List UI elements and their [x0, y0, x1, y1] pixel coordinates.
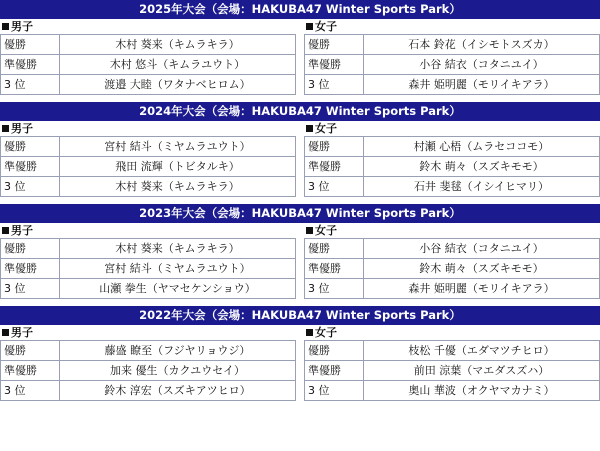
name-cell: 枝松 千優（エダマツチヒロ）	[364, 341, 600, 361]
rank-cell: 優勝	[1, 239, 60, 259]
table-row	[305, 55, 600, 75]
name-cell: 木村 葵来（キムラキラ）	[60, 35, 296, 55]
table-row	[305, 279, 600, 299]
division-label-womens-2024	[304, 121, 600, 136]
name-cell: 宮村 結斗（ミヤムラユウト）	[60, 137, 296, 157]
division-label-mens-2022	[0, 325, 296, 340]
table-row	[1, 157, 296, 177]
table-row	[305, 137, 600, 157]
division-label-mens-2025	[0, 19, 296, 34]
results-table-womens-2023	[304, 238, 600, 299]
name-cell: 鈴木 淳宏（スズキアツヒロ）	[60, 381, 296, 401]
rank-cell: 3 位	[305, 177, 364, 197]
name-cell: 宮村 結斗（ミヤムラユウト）	[60, 259, 296, 279]
rank-cell: 準優勝	[1, 361, 60, 381]
rank-cell: 優勝	[1, 35, 60, 55]
rank-cell: 3 位	[1, 279, 60, 299]
division-label-womens-2025	[304, 19, 600, 34]
results-table-womens-2022	[304, 340, 600, 401]
bullet-square-icon	[2, 23, 9, 30]
rank-cell: 優勝	[305, 239, 364, 259]
results-table-mens-2023	[0, 238, 296, 299]
table-row	[305, 35, 600, 55]
bullet-square-icon	[2, 329, 9, 336]
results-table-mens-2024	[0, 136, 296, 197]
bullet-square-icon	[306, 329, 313, 336]
rank-cell: 3 位	[305, 75, 364, 95]
table-row	[305, 177, 600, 197]
results-table-womens-2025	[304, 34, 600, 95]
rank-cell: 3 位	[1, 75, 60, 95]
division-label-text: 女子	[315, 224, 337, 237]
table-row	[1, 259, 296, 279]
name-cell: 木村 葵来（キムラキラ）	[60, 177, 296, 197]
year-header-2025: 2025年大会（会場：HAKUBA47 Winter Sports Park）	[0, 0, 600, 19]
division-label-text: 女子	[315, 122, 337, 135]
rank-cell: 準優勝	[1, 259, 60, 279]
division-label-text: 女子	[315, 326, 337, 339]
results-table-mens-2025	[0, 34, 296, 95]
divisions-2025	[0, 19, 600, 95]
division-label-mens-2023	[0, 223, 296, 238]
name-cell: 森井 姫明麗（モリイキアラ）	[364, 75, 600, 95]
table-row	[1, 381, 296, 401]
division-mens-2024	[0, 121, 300, 197]
year-block-2023	[0, 204, 600, 299]
table-row	[305, 75, 600, 95]
name-cell: 飛田 流輝（トビタルキ）	[60, 157, 296, 177]
name-cell: 木村 悠斗（キムラユウト）	[60, 55, 296, 75]
name-cell: 鈴木 萌々（スズキモモ）	[364, 157, 600, 177]
division-label-text: 男子	[11, 224, 33, 237]
rank-cell: 準優勝	[305, 55, 364, 75]
table-row	[1, 361, 296, 381]
divisions-2024	[0, 121, 600, 197]
table-row	[1, 35, 296, 55]
division-label-mens-2024	[0, 121, 296, 136]
bullet-square-icon	[306, 227, 313, 234]
name-cell: 渡邉 大睦（ワタナベヒロム）	[60, 75, 296, 95]
name-cell: 木村 葵来（キムラキラ）	[60, 239, 296, 259]
name-cell: 村瀬 心梧（ムラセココモ）	[364, 137, 600, 157]
division-womens-2022	[300, 325, 600, 401]
divisions-2023	[0, 223, 600, 299]
name-cell: 鈴木 萌々（スズキモモ）	[364, 259, 600, 279]
rank-cell: 準優勝	[1, 55, 60, 75]
name-cell: 小谷 結衣（コタニユイ）	[364, 239, 600, 259]
table-row	[1, 137, 296, 157]
table-row	[1, 55, 296, 75]
name-cell: 石本 鈴花（イシモトスズカ）	[364, 35, 600, 55]
division-womens-2024	[300, 121, 600, 197]
year-block-2025	[0, 0, 600, 95]
name-cell: 石井 斐毬（イシイヒマリ）	[364, 177, 600, 197]
name-cell: 加来 優生（カクユウセイ）	[60, 361, 296, 381]
rank-cell: 準優勝	[305, 157, 364, 177]
division-label-womens-2022	[304, 325, 600, 340]
name-cell: 山瀬 拳生（ヤマセケンショウ）	[60, 279, 296, 299]
year-block-2024	[0, 102, 600, 197]
rank-cell: 優勝	[1, 341, 60, 361]
rank-cell: 3 位	[1, 177, 60, 197]
division-label-text: 女子	[315, 20, 337, 33]
rank-cell: 優勝	[305, 137, 364, 157]
results-table-mens-2022	[0, 340, 296, 401]
name-cell: 小谷 結衣（コタニユイ）	[364, 55, 600, 75]
division-mens-2022	[0, 325, 300, 401]
rank-cell: 優勝	[305, 341, 364, 361]
table-row	[305, 157, 600, 177]
bullet-square-icon	[306, 125, 313, 132]
year-header-2023: 2023年大会（会場：HAKUBA47 Winter Sports Park）	[0, 204, 600, 223]
rank-cell: 優勝	[305, 35, 364, 55]
division-label-text: 男子	[11, 122, 33, 135]
division-label-text: 男子	[11, 326, 33, 339]
table-row	[305, 259, 600, 279]
table-row	[1, 239, 296, 259]
results-table-womens-2024	[304, 136, 600, 197]
division-label-womens-2023	[304, 223, 600, 238]
table-row	[305, 239, 600, 259]
division-mens-2023	[0, 223, 300, 299]
bullet-square-icon	[2, 227, 9, 234]
table-row	[1, 341, 296, 361]
rank-cell: 準優勝	[305, 361, 364, 381]
bullet-square-icon	[2, 125, 9, 132]
rank-cell: 3 位	[305, 279, 364, 299]
table-row	[1, 75, 296, 95]
year-header-2022: 2022年大会（会場：HAKUBA47 Winter Sports Park）	[0, 306, 600, 325]
block-spacer	[0, 299, 600, 306]
rank-cell: 準優勝	[305, 259, 364, 279]
division-mens-2025	[0, 19, 300, 95]
division-womens-2025	[300, 19, 600, 95]
table-row	[305, 341, 600, 361]
table-row	[305, 381, 600, 401]
divisions-2022	[0, 325, 600, 401]
bullet-square-icon	[306, 23, 313, 30]
year-block-2022	[0, 306, 600, 401]
rank-cell: 優勝	[1, 137, 60, 157]
division-label-text: 男子	[11, 20, 33, 33]
block-spacer	[0, 197, 600, 204]
block-spacer	[0, 95, 600, 102]
table-row	[1, 279, 296, 299]
name-cell: 藤盛 瞭至（フジヤリョウジ）	[60, 341, 296, 361]
rank-cell: 3 位	[1, 381, 60, 401]
name-cell: 前田 涼葉（マエダスズハ）	[364, 361, 600, 381]
name-cell: 奥山 華波（オクヤマカナミ）	[364, 381, 600, 401]
division-womens-2023	[300, 223, 600, 299]
table-row	[305, 361, 600, 381]
rank-cell: 3 位	[305, 381, 364, 401]
table-row	[1, 177, 296, 197]
name-cell: 森井 姫明麗（モリイキアラ）	[364, 279, 600, 299]
year-header-2024: 2024年大会（会場：HAKUBA47 Winter Sports Park）	[0, 102, 600, 121]
rank-cell: 準優勝	[1, 157, 60, 177]
